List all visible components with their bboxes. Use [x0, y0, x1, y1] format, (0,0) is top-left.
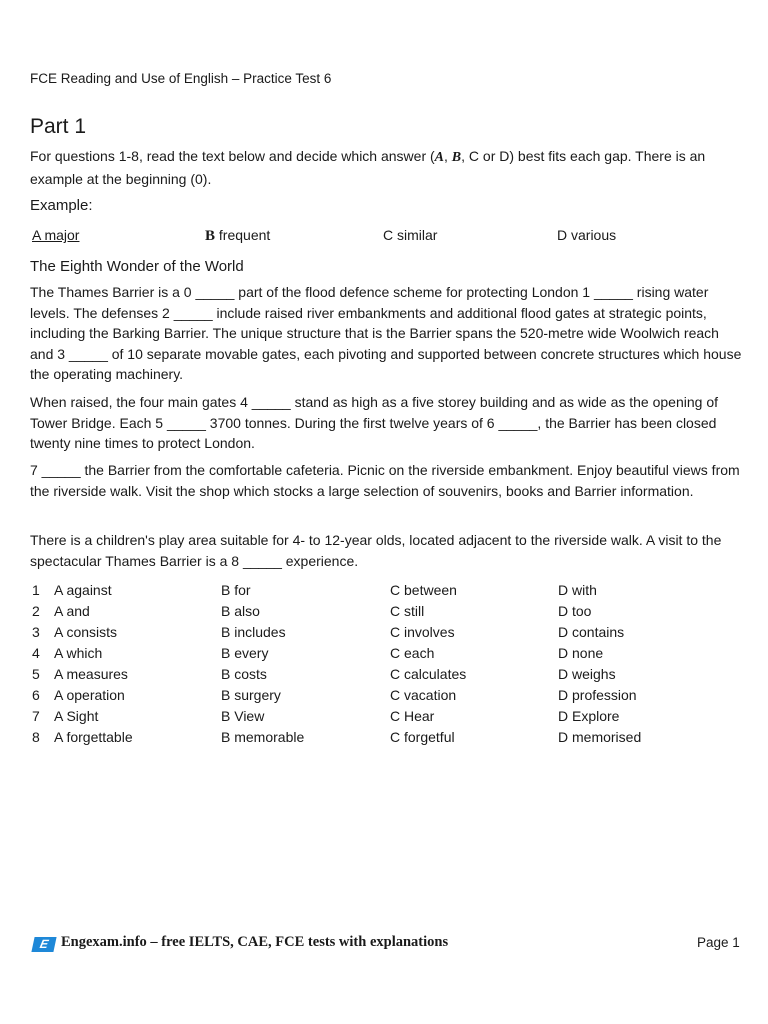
- instructions: [30, 146, 742, 189]
- question-option-a: A which: [54, 645, 103, 661]
- question-option-b: B also: [221, 603, 260, 619]
- question-option-b: B costs: [221, 666, 267, 682]
- question-option-d: D too: [558, 603, 592, 619]
- paragraph-2: When raised, the four main gates 4 _____ stand as high as a five storey building and as wide as the opening of Tower Bridge. Each 5 _____ 3700 tonnes. During the first twelve years of 6 _____, the Barrier has been closed twenty nine times to protect London.: [30, 394, 718, 451]
- example-option-b-word: frequent: [215, 227, 271, 243]
- example-option-b-letter: B: [205, 228, 216, 244]
- question-option-d: D weighs: [558, 666, 616, 682]
- question-option-c: C still: [390, 603, 425, 619]
- question-option-c: C forgetful: [390, 729, 455, 745]
- question-option-c: C calculates: [390, 666, 467, 682]
- footer-text: Engexam.info – free IELTS, CAE, FCE tests with explanations: [61, 934, 449, 950]
- instructions-letter-b: B: [451, 150, 462, 165]
- instructions-text-2: , C or D) best fits each gap. There is an example at the beginning (0).: [30, 148, 706, 187]
- engexam-logo-icon: E: [31, 937, 56, 952]
- question-option-b: B memorable: [221, 729, 305, 745]
- question-option-d: D contains: [558, 624, 625, 640]
- question-option-b: B View: [221, 708, 265, 724]
- example-option-a: A major: [32, 227, 80, 243]
- example-option-b: [205, 227, 270, 245]
- question-number: 7: [32, 708, 40, 724]
- question-option-c: C between: [390, 582, 457, 598]
- instructions-text-1: For questions 1-8, read the text below and decide which answer (: [30, 148, 435, 164]
- paragraph-1: The Thames Barrier is a 0 _____ part of the flood defence scheme for protecting London 1 _____ rising water levels. The defenses 2 _____ include raised river embankments and additional flood gates at strategic points, including the Barking Barrier. The unique structure that is the Barrier spans the 520-metre wide Woolwich reach and 3 _____ of 10 separate movable gates, each pivoting and supported between concrete structures which house the operating machinery.: [30, 284, 742, 382]
- question-number: 2: [32, 603, 40, 619]
- question-option-d: D profession: [558, 687, 637, 703]
- example-option-c: C similar: [383, 227, 438, 243]
- question-option-c: C Hear: [390, 708, 435, 724]
- instructions-letter-a: A: [434, 150, 445, 165]
- question-option-b: B every: [221, 645, 269, 661]
- question-option-d: D memorised: [558, 729, 642, 745]
- question-option-b: B includes: [221, 624, 286, 640]
- question-number: 1: [32, 582, 40, 598]
- instructions-comma: ,: [444, 148, 452, 164]
- question-option-c: C vacation: [390, 687, 457, 703]
- document-header: FCE Reading and Use of English – Practice Test 6: [30, 71, 332, 86]
- question-option-a: A operation: [54, 687, 125, 703]
- example-option-d: D various: [557, 227, 617, 243]
- question-option-a: A measures: [54, 666, 128, 682]
- question-option-b: B for: [221, 582, 251, 598]
- text-title: The Eighth Wonder of the World: [30, 258, 244, 275]
- paragraph-4: There is a children's play area suitable for 4- to 12-year olds, located adjacent to the riverside walk. A visit to the spectacular Thames Barrier is a 8 _____ experience.: [30, 532, 722, 569]
- footer-link[interactable]: [33, 934, 448, 952]
- question-option-a: A Sight: [54, 708, 99, 724]
- question-number: 4: [32, 645, 40, 661]
- paragraph-3: 7 _____ the Barrier from the comfortable cafeteria. Picnic on the riverside embankment. Enjoy beautiful views from the riverside walk. Visit the shop which stocks a large selection of souvenirs, books and Barrier information.: [30, 462, 740, 499]
- example-label: Example:: [30, 197, 93, 214]
- question-number: 3: [32, 624, 40, 640]
- question-option-c: C each: [390, 645, 435, 661]
- question-option-a: A and: [54, 603, 90, 619]
- question-option-a: A consists: [54, 624, 118, 640]
- question-number: 5: [32, 666, 40, 682]
- question-number: 6: [32, 687, 40, 703]
- question-option-d: D with: [558, 582, 597, 598]
- question-option-b: B surgery: [221, 687, 281, 703]
- question-number: 8: [32, 729, 40, 745]
- question-option-c: C involves: [390, 624, 455, 640]
- question-option-d: D Explore: [558, 708, 620, 724]
- question-option-a: A forgettable: [54, 729, 133, 745]
- page-number: Page 1: [697, 935, 740, 950]
- question-option-a: A against: [54, 582, 112, 598]
- part-title: Part 1: [30, 115, 87, 138]
- question-option-d: D none: [558, 645, 604, 661]
